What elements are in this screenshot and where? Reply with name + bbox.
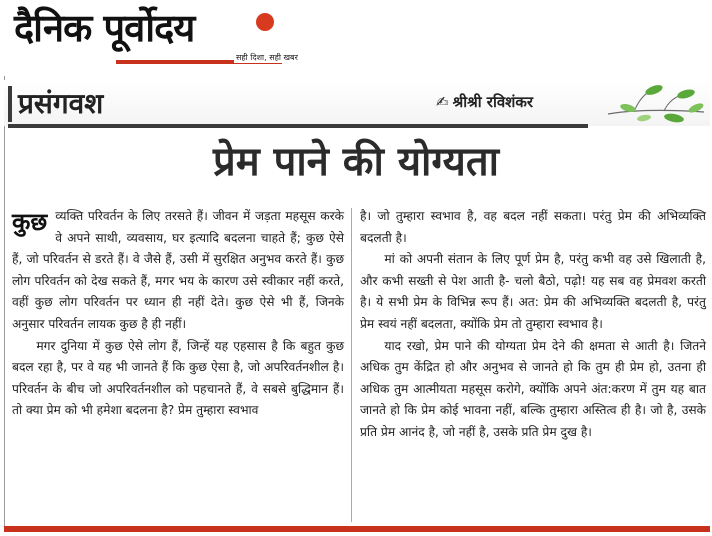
paragraph: है। जो तुम्हारा स्वभाव है, वह बदल नहीं सकता। परंतु प्रेम की अभिव्यक्ति बदलती है। <box>360 209 706 245</box>
section-left-rule <box>8 86 12 122</box>
logo-tagline: सही दिशा, सही खबर <box>236 53 298 62</box>
column-divider <box>351 208 352 522</box>
newspaper-logo: दैनिक पूर्वोदय <box>14 6 195 50</box>
article-column-2 <box>360 206 706 444</box>
section-underline <box>8 124 588 128</box>
paragraph-text: व्यक्ति परिवर्तन के लिए तरसते हैं। जीवन में जड़ता महसूस करके वे अपने साथी, व्यवसाय, घर इत्यादि बदलना चाहते हैं; कुछ ऐसे हैं, जो परिवर्तन से डरते हैं। वे जैसे हैं, उसी में सुरक्षित अनुभव करते हैं। कुछ लोग परिवर्तन को देख सकते हैं, मगर भय के कारण उसे स्वीकार नहीं करते, वहीं कुछ लोग परिवर्तन पर ध्यान ही नहीं देते। कुछ ऐसे भी हैं, जिनके अनुसार परिवर्तन लायक कुछ है ही नहीं। <box>12 209 344 331</box>
paragraph <box>12 206 344 336</box>
author-name: श्रीश्री रविशंकर <box>452 93 534 111</box>
article-column-1 <box>12 206 344 422</box>
paragraph: मां को अपनी संतान के लिए पूर्ण प्रेम है, परंतु कभी वह उसे खिलाती है, और कभी सख्ती से पेश आती है- चलो बैठो, पढ़ो! यह सब वह प्रेमवश करती है। ये सभी प्रेम के विभिन्न रूप हैं। अत: प्रेम की अभिव्यक्ति बदलती है, परंतु प्रेम स्वयं नहीं बदलता, क्योंकि प्रेम तो तुम्हारा स्वभाव है। <box>360 252 706 331</box>
masthead <box>0 0 712 72</box>
paragraph: याद रखो, प्रेम पाने की योग्यता प्रेम देने की क्षमता से आती है। जितने अधिक तुम केंद्रित हो और अनुभव से जानते हो कि तुम ही प्रेम हो, उतना ही अधिक तुम आत्मीयता महसूस करोगे, क्योंकि अपने अंत:करण में तुम यह बात जानते हो कि प्रेम कोई भावना नहीं, बल्कि तुम्हारा अस्तित्व ही है। जो है, उसके प्रति प्रेम आनंद है, जो नहीं है, उसके प्रति प्रेम दुख है। <box>360 338 706 439</box>
section-label: प्रसंगवश <box>18 87 104 120</box>
logo-sun-icon <box>256 13 274 31</box>
drop-cap: कुछ <box>12 208 48 236</box>
article-headline: प्रेम पाने की योग्यता <box>213 138 499 185</box>
bottom-rule <box>4 526 710 532</box>
paragraph: मगर दुनिया में कुछ ऐसे लोग हैं, जिन्हें यह एहसास है कि बहुत कुछ बदल रहा है, पर वे यह भी जानते हैं कि कुछ ऐसा है, जो अपरिवर्तनशील है। परिवर्तन के बीच जो अपरिवर्तनशील को पहचानते हैं, वे सबसे बुद्धिमान हैं। तो क्या प्रेम को भी हमेशा बदलना है? प्रेम तुम्हारा स्वभाव <box>12 338 344 418</box>
pen-icon: ✍ <box>436 93 449 111</box>
author-byline <box>436 92 533 112</box>
leaf-decoration-icon <box>604 78 708 126</box>
